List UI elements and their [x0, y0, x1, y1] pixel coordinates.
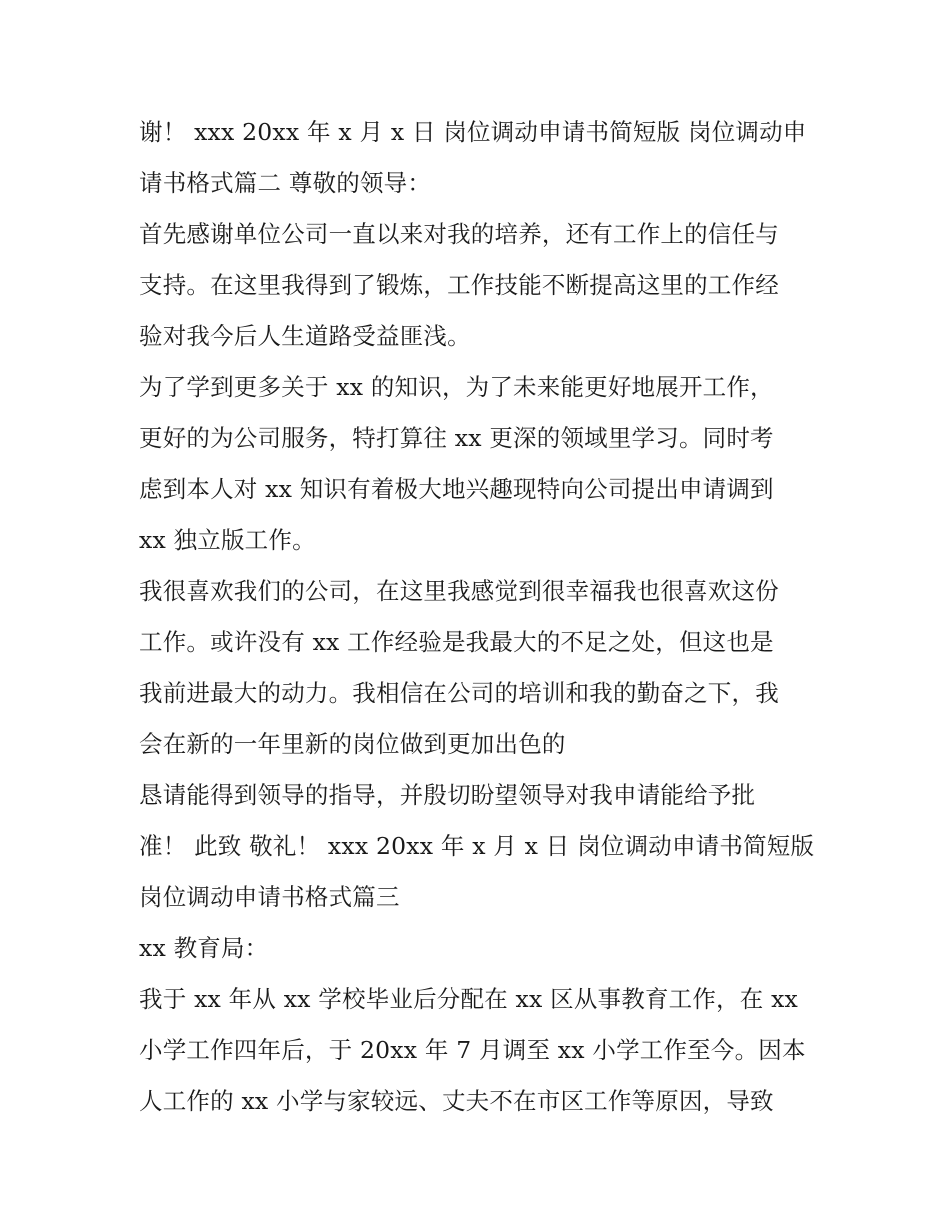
text-line: 我于 xx 年从 xx 学校毕业后分配在 xx 区从事教育工作，在 xx [139, 985, 799, 1013]
text-line: 更好的为公司服务，特打算往 xx 更深的领域里学习。同时考 [139, 424, 774, 452]
text-line: 首先感谢单位公司一直以来对我的培养，还有工作上的信任与 [139, 220, 779, 248]
text-line: 验对我今后人生道路受益匪浅。 [139, 322, 471, 350]
text-line: 请书格式篇二 尊敬的领导： [139, 169, 432, 197]
text-line: 小学工作四年后，于 20xx 年 7 月调至 xx 小学工作至今。因本 [139, 1036, 806, 1064]
text-line: 我很喜欢我们的公司，在这里我感觉到很幸福我也很喜欢这份 [139, 577, 779, 605]
text-line: 会在新的一年里新的岗位做到更加出色的 [139, 730, 566, 758]
text-line: xx 独立版工作。 [139, 526, 316, 554]
text-line: 虑到本人对 xx 知识有着极大地兴趣现特向公司提出申请调到 [139, 475, 774, 503]
text-line: 人工作的 xx 小学与家较远、丈夫不在市区工作等原因，导致 [139, 1087, 774, 1115]
text-line: 恳请能得到领导的指导，并殷切盼望领导对我申请能给予批 [139, 781, 756, 809]
text-line: 为了学到更多关于 xx 的知识，为了未来能更好地展开工作， [139, 373, 774, 401]
text-line: 准！ 此致 敬礼！ xxx 20xx 年 x 月 x 日 岗位调动申请书简短版 [139, 832, 815, 860]
text-line: xx 教育局： [139, 934, 269, 962]
text-line: 我前进最大的动力。我相信在公司的培训和我的勤奋之下，我 [139, 679, 779, 707]
document-body [139, 107, 819, 1127]
text-line: 工作。或许没有 xx 工作经验是我最大的不足之处，但这也是 [139, 628, 774, 656]
text-line: 岗位调动申请书格式篇三 [139, 883, 400, 911]
text-line: 支持。在这里我得到了锻炼，工作技能不断提高这里的工作经 [139, 271, 779, 299]
text-line: 谢！ xxx 20xx 年 x 月 x 日 岗位调动申请书简短版 岗位调动申 [139, 118, 807, 146]
